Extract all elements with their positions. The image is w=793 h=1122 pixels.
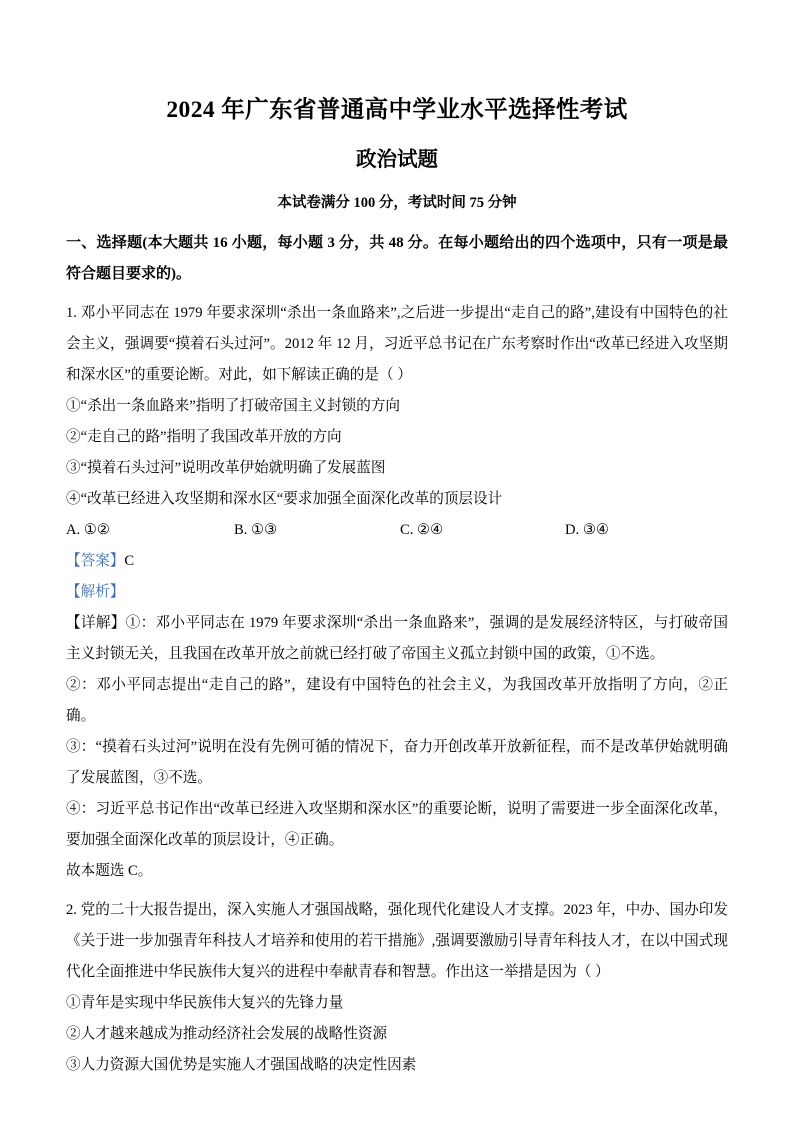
explanation-paragraph: ④：习近平总书记作出“改革已经进入攻坚期和深水区”的重要论断，说明了需要进一步全面深化改革，要加强全面深化改革的顶层设计，④正确。 bbox=[66, 800, 728, 848]
question-statement: ①“杀出一条血路来”指明了打破帝国主义封锁的方向 bbox=[66, 397, 401, 414]
question-statement: ③人力资源大国优势是实施人才强国战略的决定性因素 bbox=[66, 1056, 417, 1073]
question-statement: ②“走自己的路”指明了我国改革开放的方向 bbox=[66, 428, 342, 445]
question-block bbox=[66, 887, 728, 1081]
answer-value: C bbox=[124, 552, 135, 569]
choice-option-d[interactable]: D. ③④ bbox=[565, 521, 610, 538]
explanation-paragraph: 【详解】①：邓小平同志在 1979 年要求深圳“杀出一条血路来”，强调的是发展经济特区，与打破帝国主义封锁无关，且我国在改革开放之前就已经打破了帝国主义孤立封锁中国的政策，①不选。 bbox=[66, 614, 728, 662]
page-content bbox=[66, 0, 728, 1081]
section-heading-multiple-choice: 一、选择题(本大题共 16 小题，每小题 3 分，共 48 分。在每小题给出的四个选项中，只有一项是最符合题目要求的)。 bbox=[66, 234, 728, 282]
question-statement: ③“摸着石头过河”说明改革伊始就明确了发展蓝图 bbox=[66, 459, 386, 476]
choice-row bbox=[66, 515, 728, 546]
question-statement: ④“改革已经进入攻坚期和深水区“要求加强全面深化改革的顶层设计 bbox=[66, 490, 503, 507]
answer-label: 【答案】 bbox=[66, 552, 125, 569]
page-title: 2024 年广东省普通高中学业水平选择性考试 bbox=[166, 97, 628, 123]
analysis-line bbox=[66, 577, 728, 608]
question-statement: ①青年是实现中华民族伟大复兴的先锋力量 bbox=[66, 994, 344, 1011]
document-subtitle: 政治试题 bbox=[356, 148, 438, 171]
question-statement: ②人才越来越成为推动经济社会发展的战略性资源 bbox=[66, 1025, 388, 1042]
exam-meta-line: 本试卷满分 100 分，考试时间 75 分钟 bbox=[277, 195, 517, 211]
question-stem: 2. 党的二十大报告提出，深入实施人才强国战略，强化现代化建设人才支撑。2023 年，中办、国办印发《关于进一步加强青年科技人才培养和使用的若干措施》,强调要激励引导青年科技人才，在以中国式现代化全面推进中华民族伟大复兴的进程中奉献青春和智慧。作出这一举措是因为（ ） bbox=[66, 901, 728, 980]
analysis-label: 【解析】 bbox=[66, 583, 125, 600]
choice-option-a[interactable]: A. ①② bbox=[66, 521, 111, 538]
question-stem: 1. 邓小平同志在 1979 年要求深圳“杀出一条血路来”,之后进一步提出“走自己的路”,建设有中国特色的社会主义，强调要“摸着石头过河”。2012 年 12 月，习近平总书记在广东考察时作出“改革已经进入攻坚期和深水区”的重要论断。对此，如下解读正确的是（ ） bbox=[66, 304, 728, 383]
explanation-paragraph: ③：“摸着石头过河”说明在没有先例可循的情况下，奋力开创改革开放新征程，而不是改革伊始就明确了发展蓝图，③不选。 bbox=[66, 738, 728, 786]
answer-line bbox=[66, 546, 728, 577]
question-block bbox=[66, 290, 728, 887]
explanation-paragraph: ②：邓小平同志提出“走自己的路”，建设有中国特色的社会主义，为我国改革开放指明了方向，②正确。 bbox=[66, 676, 728, 724]
choice-option-b[interactable]: B. ①③ bbox=[234, 521, 278, 538]
choice-option-c[interactable]: C. ②④ bbox=[400, 521, 444, 538]
explanation-conclusion: 故本题选 C。 bbox=[66, 862, 153, 879]
